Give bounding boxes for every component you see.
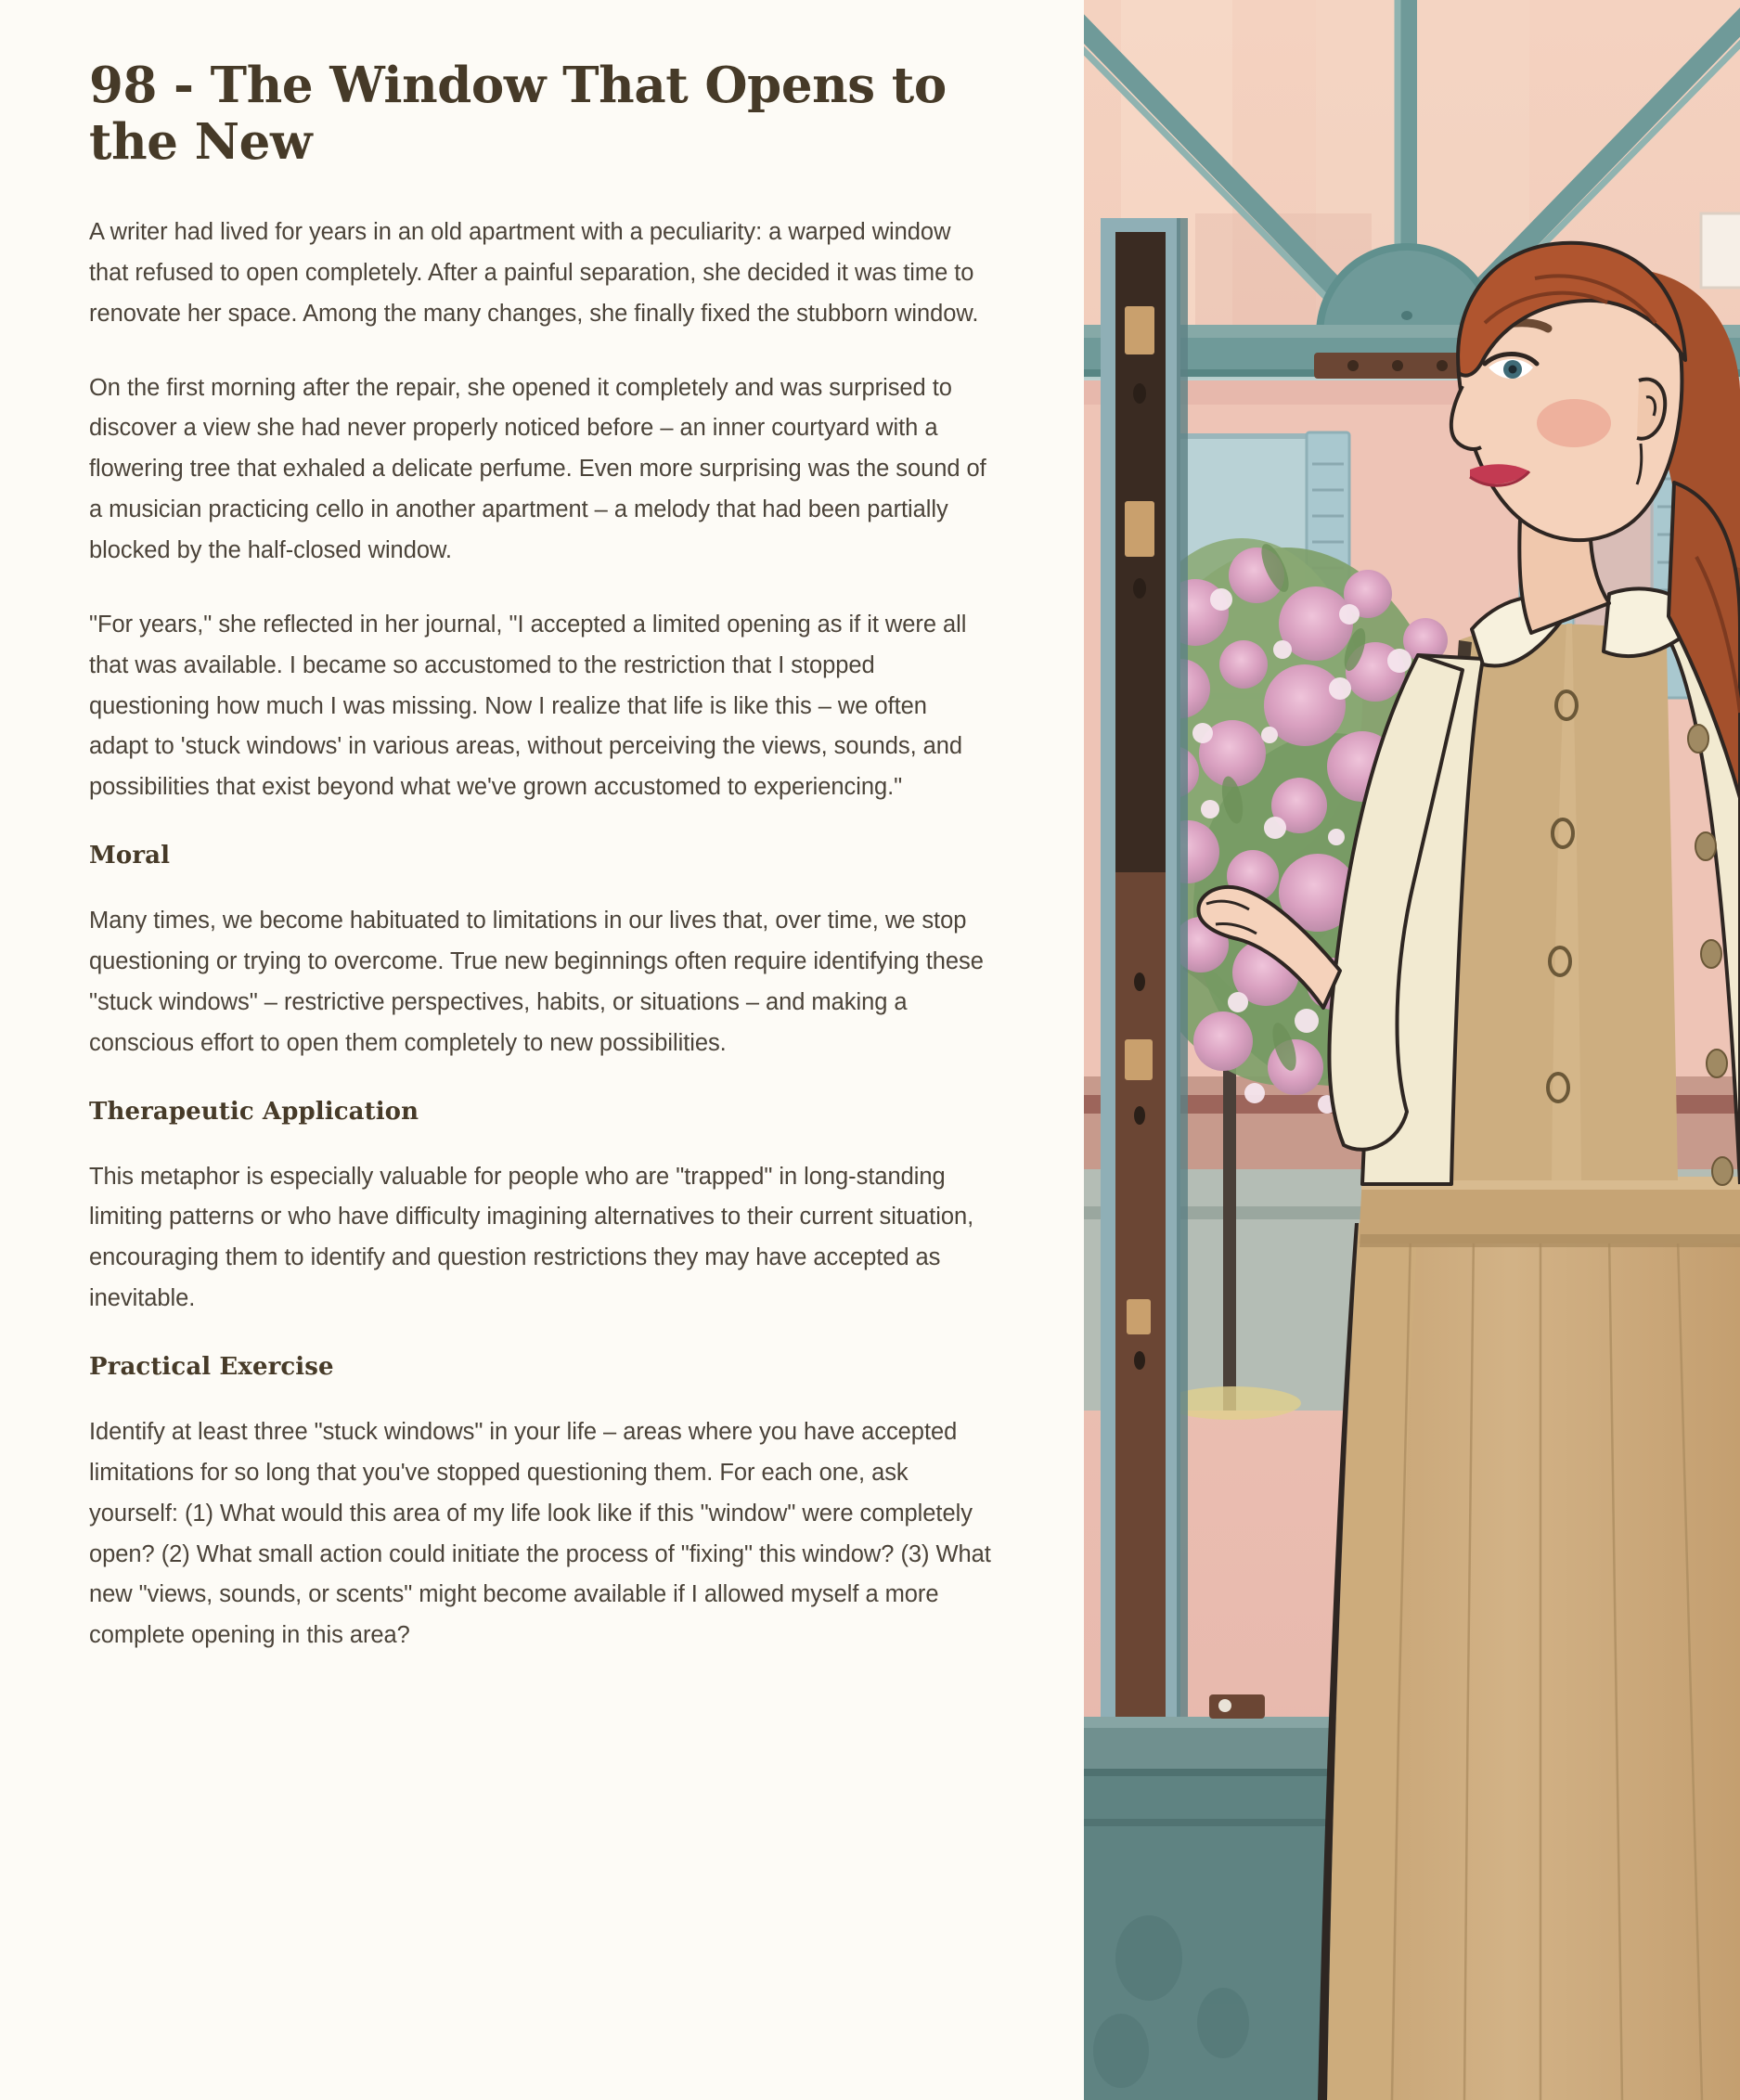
article-body xyxy=(89,213,991,1656)
paragraph-discovery: On the first morning after the repair, she opened it completely and was surprised to discover a view she had never properly noticed before – an inner courtyard with a flowering tree that exhaled a delicate perfume. Even more surprising was the sound of a musician practicing cello in another apartment – a melody that had been partially blocked by the half-closed window. xyxy=(89,374,986,563)
paragraph-practical-exercise: Identify at least three "stuck windows" in your life – areas where you have accepted limitations for so long that you've stopped questioning them. For each one, ask yourself: (1) What would this area of my life look like if this "window" were completely open? (2) What small action could initiate the process of "fixing" this window? (3) What new "views, sounds, or scents" might become available if I allowed myself a more complete opening in this area? xyxy=(89,1418,991,1649)
paragraph-moral: Many times, we become habituated to limitations in our lives that, over time, we stop questioning or trying to overcome. True new beginnings often require identifying these "stuck windows" – restrictive perspectives, habits, or situations – and making a conscious effort to open them completely to new possibilities. xyxy=(89,908,984,1056)
paragraph-therapeutic-application: This metaphor is especially valuable for people who are "trapped" in long-standing limiting patterns or who have difficulty imagining alternatives to their current situation, encouraging them to identify and question restrictions they may have accepted as inevitable. xyxy=(89,1163,974,1312)
woman-at-open-window-illustration xyxy=(1084,0,1740,2100)
illustration-pane xyxy=(1084,0,1740,2100)
heading-moral: Moral xyxy=(89,842,171,870)
paragraph-opening: A writer had lived for years in an old apartment with a peculiarity: a warped window that refused to open completely. After a painful separation, she decided it was time to renovate her space. Among the many changes, she finally fixed the stubborn window. xyxy=(89,218,979,327)
heading-therapeutic-application: Therapeutic Application xyxy=(89,1097,419,1126)
heading-practical-exercise: Practical Exercise xyxy=(89,1352,334,1381)
paragraph-journal-quote: "For years," she reflected in her journal, "I accepted a limited opening as if it were all that was available. I became so accustomed to the restriction that I stopped questioning how much I was missing. Now I realize that life is like this – we often adapt to 'stuck windows' in various areas, without perceiving the views, sounds, and possibilities that exist beyond what we've grown accustomed to experiencing." xyxy=(89,611,967,801)
page-title: 98 - The Window That Opens to the New xyxy=(89,57,947,172)
